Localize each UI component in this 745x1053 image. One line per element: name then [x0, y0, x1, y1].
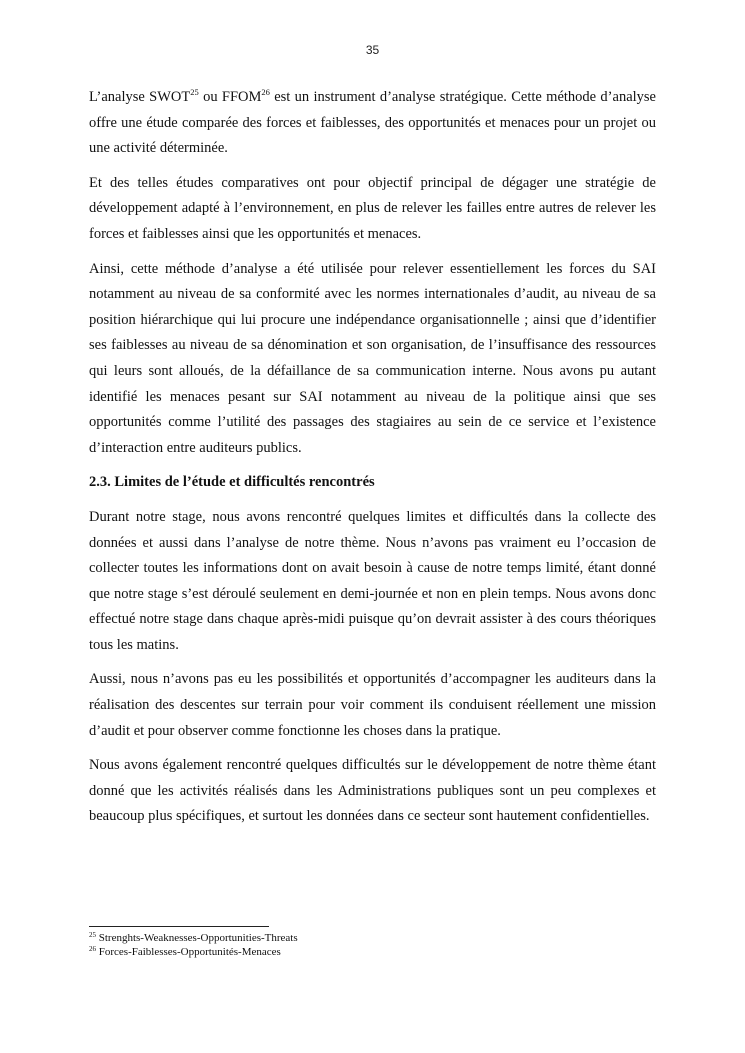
- footnote-separator: [89, 926, 269, 927]
- footnote-25: [89, 931, 656, 945]
- footnote-text: Forces-Faiblesses-Opportunités-Menaces: [96, 946, 281, 958]
- footnotes: [89, 926, 656, 959]
- footnote-text: Strenghts-Weaknesses-Opportunities-Threats: [96, 932, 298, 944]
- footnote-number: 25: [89, 931, 96, 939]
- paragraph-sai-analysis: Ainsi, cette méthode d’analyse a été utilisée pour relever essentiellement les forces du SAI notamment au niveau de sa conformité avec les normes internationales d’audit, au niveau de sa position hiérarchique qui lui procure une indépendance organisationnelle ; ainsi que d’identifier ses faiblesses au niveau de sa dénomination et son organisation, de l’insuffisance des ressources qui leurs sont alloués, de la défaillance de sa communication interne. Nous avons pu autant identifié les menaces pesant sur SAI notamment au niveau de la politique ainsi que ses opportunités comme l’utilité des passages des stagiaires au sein de ce service et l’existence d’interaction entre auditeurs publics.: [89, 260, 656, 456]
- text-segment: L’analyse SWOT: [89, 89, 191, 105]
- text-segment: ou FFOM: [198, 89, 262, 105]
- paragraph-comparative-studies: Et des telles études comparatives ont pour objectif principal de dégager une stratégie de développement adapté à l’environnement, en plus de relever les failles entre autres de relever les forces et faiblesses ainsi que les opportunités et menaces.: [89, 174, 656, 242]
- footnote-ref-26: 26: [261, 87, 270, 97]
- paragraph-opportunities: Aussi, nous n’avons pas eu les possibilités et opportunités d’accompagner les auditeurs dans la réalisation des descentes sur terrain pour voir comment ils conduisent réellement une mission d’audit et pour observer comme fonctionne les choses dans la pratique.: [89, 671, 656, 739]
- paragraph-difficulties: Nous avons également rencontré quelques difficultés sur le développement de notre thème étant donné que les activités réalisés dans les Administrations publiques sont un peu complexes et beaucoup plus spécifiques, et surtout les données dans ce secteur sont hautement confidentielles.: [89, 757, 656, 825]
- paragraph-swot-intro: [89, 85, 656, 162]
- page-number: 35: [365, 43, 380, 57]
- footnote-26: [89, 945, 656, 959]
- paragraph-limits: Durant notre stage, nous avons rencontré quelques limites et difficultés dans la collecte des données et aussi dans l’analyse de notre thème. Nous n’avons pas vraiment eu l’occasion de collecter toutes les informations dont on avait besoin à cause de notre temps limité, étant donné que notre stage s’est déroulé seulement en demi-journée et non en plein temps. Nous avons donc effectué notre stage dans chaque après-midi puisque qu’on devrait assister à des cours théoriques tous les matins.: [89, 508, 656, 653]
- body-text: [89, 85, 656, 839]
- footnote-ref-25: 25: [190, 87, 199, 97]
- section-heading: 2.3. Limites de l’étude et difficultés rencontrés: [89, 474, 375, 491]
- text-segment: est un instrument d’analyse stratégique. Cette méthode d’analyse offre une étude comparée des forces et faiblesses, des opportunités et menaces pour un projet ou une activité déterminée.: [89, 89, 656, 157]
- footnote-number: 26: [89, 945, 96, 953]
